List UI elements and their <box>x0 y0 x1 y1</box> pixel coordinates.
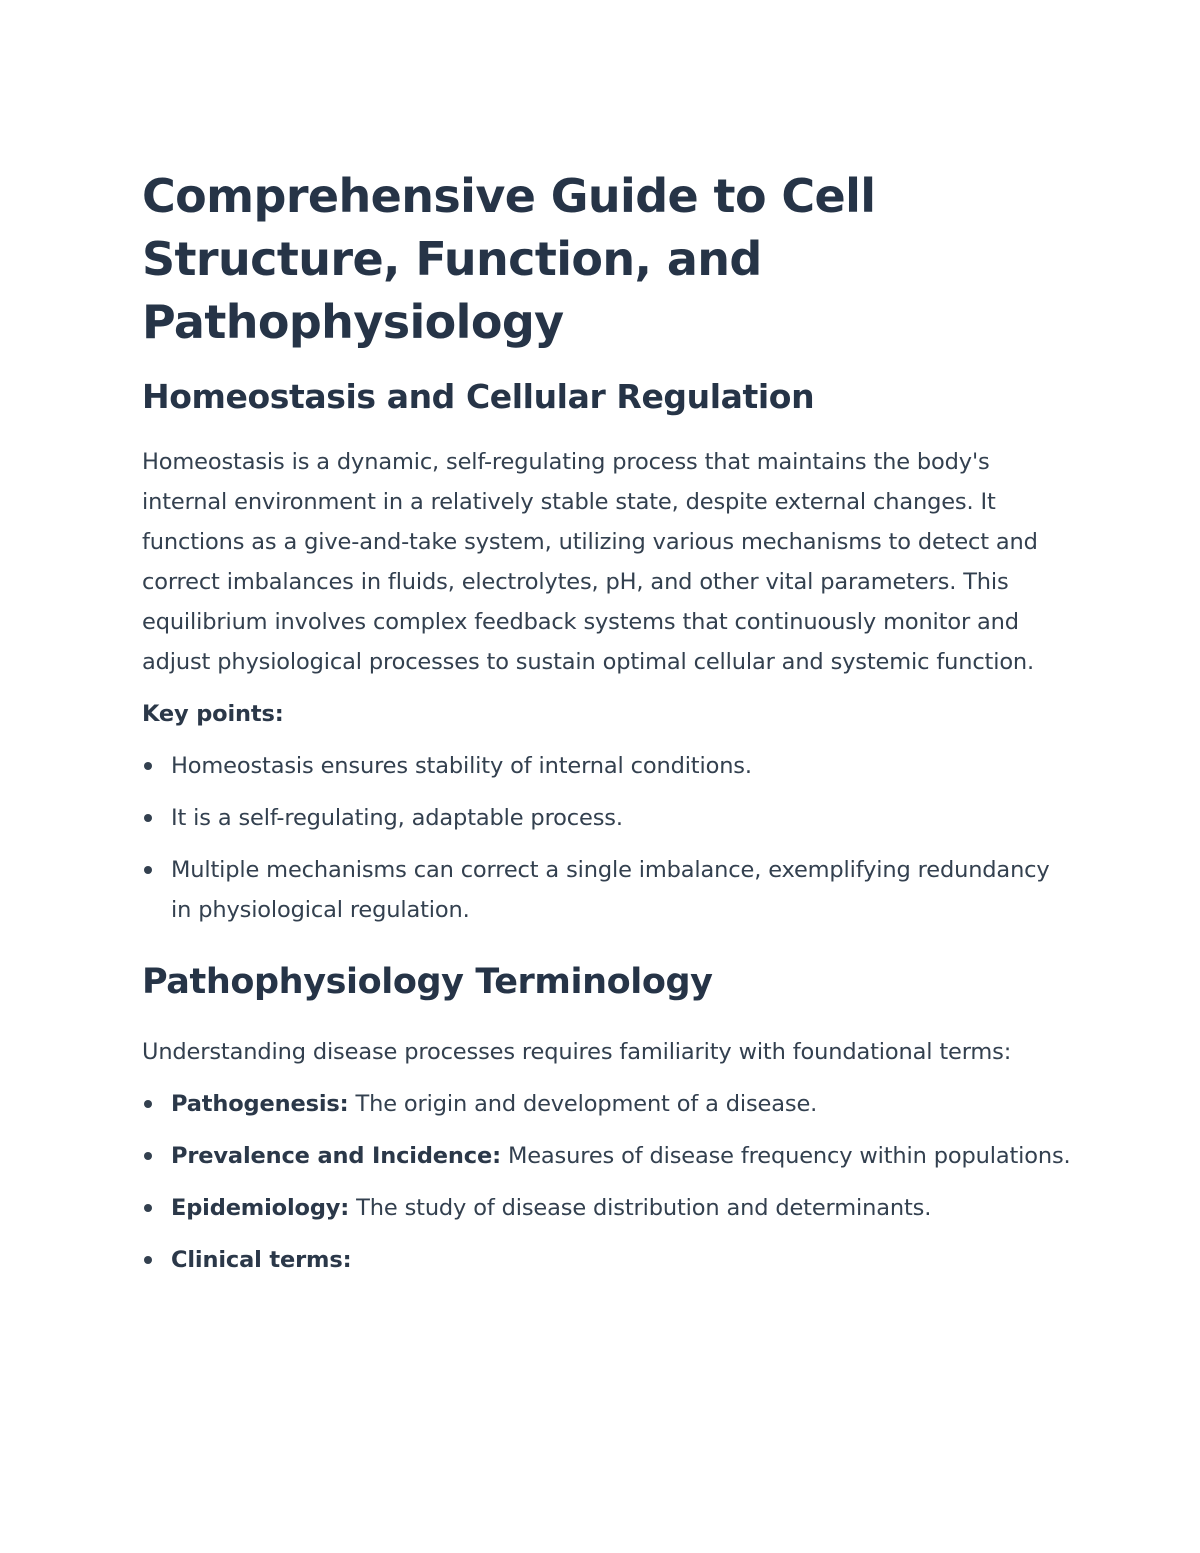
page-title: Comprehensive Guide to Cell Structure, Function, and Pathophysiology <box>142 169 876 349</box>
list-item <box>142 1240 1072 1280</box>
bullet-icon <box>144 1256 152 1264</box>
list-item-text: It is a self-regulating, adaptable process. <box>171 805 623 831</box>
list-item <box>142 850 1072 930</box>
list-item <box>142 1136 1072 1176</box>
list-item <box>142 746 1072 786</box>
section-heading-pathophysiology: Pathophysiology Terminology <box>142 962 713 1002</box>
term-definition: The study of disease distribution and determinants. <box>349 1195 932 1221</box>
bullet-icon <box>144 1152 152 1160</box>
bullet-icon <box>144 762 152 770</box>
term-definition: The origin and development of a disease. <box>348 1091 818 1117</box>
term-definition: Measures of disease frequency within populations. <box>500 1143 1071 1169</box>
terminology-paragraph: Understanding disease processes requires familiarity with foundational terms: <box>142 1039 1012 1065</box>
list-item <box>142 798 1072 838</box>
section-heading-homeostasis: Homeostasis and Cellular Regulation <box>142 377 815 416</box>
list-item-text: Multiple mechanisms can correct a single imbalance, exemplifying redundancy in physiological regulation. <box>171 857 1050 923</box>
term-label: Pathogenesis: <box>171 1091 349 1117</box>
list-item <box>142 1084 1072 1124</box>
terms-list <box>142 1084 1072 1280</box>
term-label: Clinical terms: <box>171 1247 352 1273</box>
document-page <box>142 165 1072 1292</box>
term-label: Epidemiology: <box>171 1195 350 1221</box>
list-item-text: Homeostasis ensures stability of internal conditions. <box>171 753 752 779</box>
list-item <box>142 1188 1072 1228</box>
homeostasis-paragraph: Homeostasis is a dynamic, self-regulating process that maintains the body's internal environment in a relatively stable state, despite external changes. It functions as a give-and-take system, utilizing various mechanisms to detect and correct imbalances in fluids, electrolytes, pH, and other vital parameters. This equilibrium involves complex feedback systems that continuously monitor and adjust physiological processes to sustain optimal cellular and systemic function. <box>142 449 1038 675</box>
key-points-label: Key points: <box>142 701 284 727</box>
bullet-icon <box>144 1204 152 1212</box>
bullet-icon <box>144 814 152 822</box>
key-points-list <box>142 746 1072 930</box>
term-label: Prevalence and Incidence: <box>171 1143 501 1169</box>
bullet-icon <box>144 866 152 874</box>
bullet-icon <box>144 1100 152 1108</box>
